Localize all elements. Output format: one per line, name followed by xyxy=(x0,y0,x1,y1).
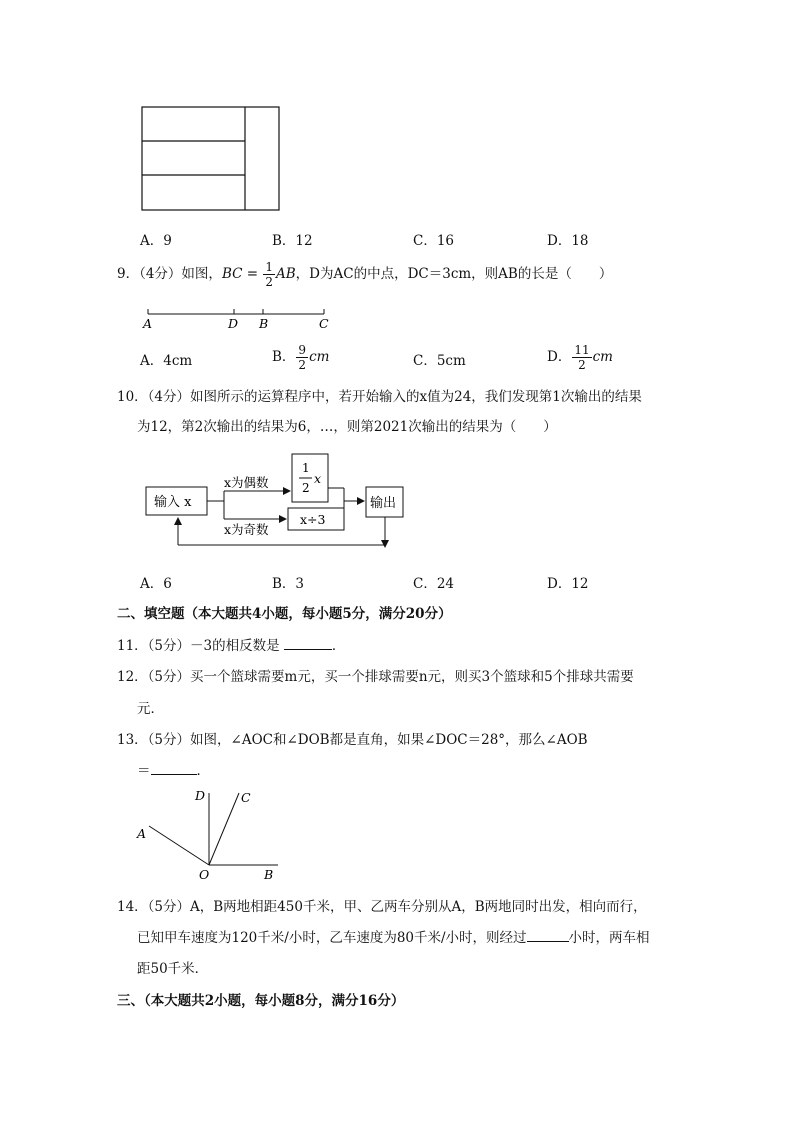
q10-option-b: B．3 xyxy=(272,576,305,592)
q9-option-d-num: 11 xyxy=(574,343,590,357)
q9-rest: ，D为AC的中点，DC＝3cm，则AB的长是（ ） xyxy=(295,266,613,282)
q9-option-d-fraction xyxy=(572,344,591,371)
q8-figure xyxy=(140,105,282,213)
q14-line3: 距50千米． xyxy=(137,961,209,977)
q9-label-c: C xyxy=(319,316,329,331)
q9-fraction xyxy=(263,261,275,288)
q12-line2: 元． xyxy=(137,701,164,717)
q9-option-b-num: 9 xyxy=(298,343,307,357)
flow-output-label: 输出 xyxy=(370,496,397,511)
q14-blank[interactable] xyxy=(527,941,569,942)
q9-frac-num: 1 xyxy=(265,260,273,274)
flow-half-den: 2 xyxy=(302,481,310,495)
q9-eq: = xyxy=(242,266,263,282)
q9-number: 9．（4分）如图， xyxy=(117,266,222,282)
q14-line2 xyxy=(137,926,650,946)
section2-heading: 二、填空题（本大题共4小题，每小题5分，满分20分） xyxy=(117,606,452,622)
q8-option-b: B．12 xyxy=(272,233,313,249)
q9-option-b-den: 2 xyxy=(298,358,307,372)
q12-line1: 12．（5分）买一个篮球需要m元，买一个排球需要n元，则买3个篮球和5个排球共需要 xyxy=(117,669,634,685)
q9-option-a: A．4cm xyxy=(140,353,193,369)
q11-end: ． xyxy=(331,638,346,654)
q13-label-c: C xyxy=(241,790,251,805)
q13-line2 xyxy=(137,759,210,779)
flow-even-label: x为偶数 xyxy=(224,475,269,490)
q9-ab: AB xyxy=(276,266,296,282)
flow-input-label: 输入 x xyxy=(154,495,192,510)
q11-question xyxy=(117,634,345,654)
q9-option-d-unit: cm xyxy=(592,349,613,365)
q14-line2-a: 已知甲车速度为120千米/小时，乙车速度为80千米/小时，则经过 xyxy=(137,930,527,946)
q13-line2-end: ． xyxy=(196,763,210,779)
q9-option-b-fraction xyxy=(296,344,308,371)
q14-line1: 14．（5分）A，B两地相距450千米，甲、乙两车分别从A，B两地同时出发，相向而行， xyxy=(117,899,647,915)
q13-label-a: A xyxy=(137,826,147,841)
q13-angle-figure xyxy=(133,783,288,883)
q8-option-c: C．16 xyxy=(413,233,455,249)
q13-line1: 13．（5分）如图，∠AOC和∠DOB都是直角，如果∠DOC＝28°，那么∠AOB xyxy=(117,732,588,748)
q10-option-d: D．12 xyxy=(547,576,589,592)
q10-option-c: C．24 xyxy=(413,576,455,592)
q14-line2-b: 小时，两车相 xyxy=(568,930,650,946)
flow-div3-label: x÷3 xyxy=(300,512,326,527)
q10-line2: 为12，第2次输出的结果为6，…，则第2021次输出的结果为（ ） xyxy=(137,419,557,435)
section3-heading: 三、（本大题共2小题，每小题8分，满分16分） xyxy=(117,993,405,1009)
q9-option-b xyxy=(272,340,329,374)
q9-segment-figure xyxy=(138,302,338,332)
q13-label-d: D xyxy=(195,788,206,803)
q13-label-o: O xyxy=(199,867,210,882)
q10-flowchart xyxy=(140,450,425,560)
q13-blank[interactable] xyxy=(151,774,197,775)
q9-label-a: A xyxy=(143,316,153,331)
q9-bc: BC xyxy=(221,266,243,282)
q9-option-d xyxy=(547,340,613,374)
q13-label-b: B xyxy=(264,867,274,882)
q9-option-b-prefix: B． xyxy=(272,349,296,365)
flow-half-num: 1 xyxy=(302,461,310,475)
q10-option-a: A．6 xyxy=(140,576,172,592)
q13-line2-prefix: ＝ xyxy=(137,763,151,779)
q8-option-d: D．18 xyxy=(547,233,589,249)
flow-half-var: x xyxy=(314,471,322,486)
q9-option-d-prefix: D． xyxy=(547,349,572,365)
q9-option-c: C．5cm xyxy=(413,353,466,369)
flow-odd-label: x为奇数 xyxy=(224,522,269,537)
q9-label-d: D xyxy=(228,316,239,331)
q9-label-b: B xyxy=(259,316,269,331)
q8-option-a: A．9 xyxy=(140,233,172,249)
q10-line1: 10．（4分）如图所示的运算程序中，若开始输入的x值为24，我们发现第1次输出的结果 xyxy=(117,389,642,405)
q9-option-b-unit: cm xyxy=(309,349,330,365)
q9-question xyxy=(117,259,612,289)
q9-option-d-den: 2 xyxy=(578,358,586,372)
q11-blank[interactable] xyxy=(284,649,332,650)
q9-frac-den: 2 xyxy=(265,275,273,289)
q11-text: 11．（5分）－3的相反数是 xyxy=(117,638,280,654)
